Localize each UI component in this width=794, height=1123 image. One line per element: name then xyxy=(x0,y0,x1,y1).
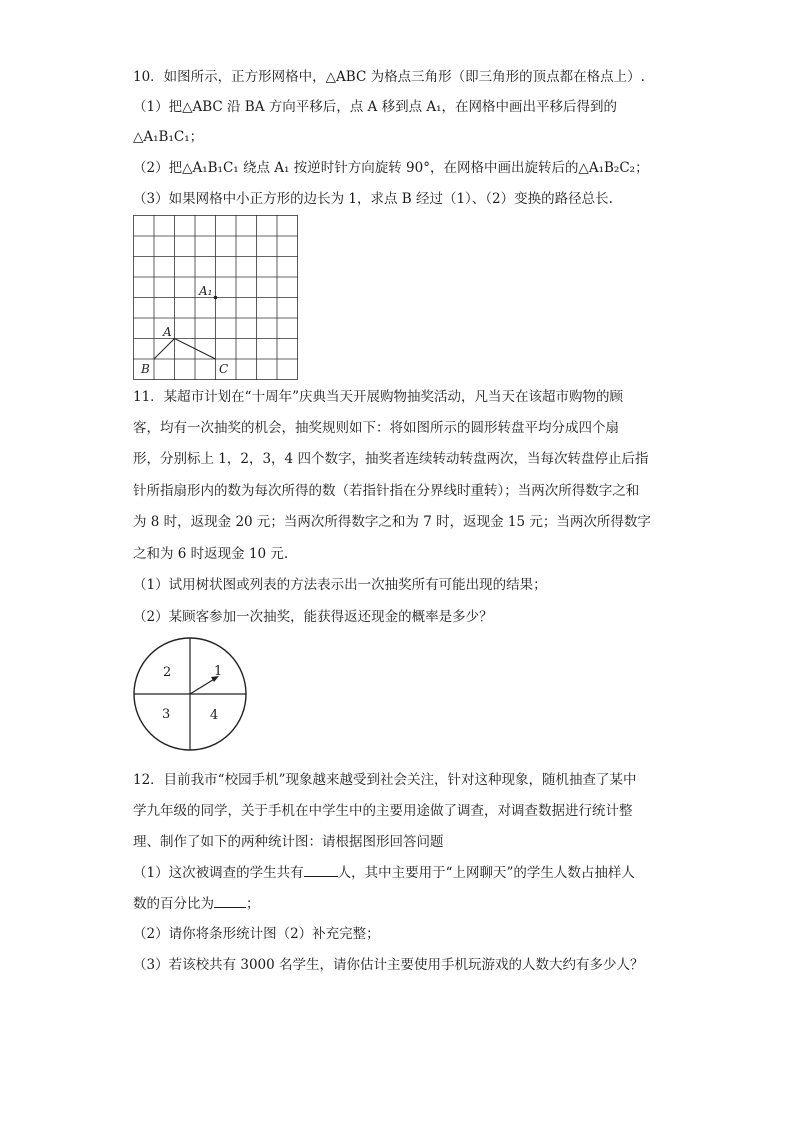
q12-part2: （2）请你将条形统计图（2）补充完整； xyxy=(133,926,380,942)
q11-line1: 11．某超市计划在“十周年”庆典当天开展购物抽奖活动，凡当天在该超市购物的顾 xyxy=(133,389,623,405)
q10-grid-figure xyxy=(133,215,301,380)
q12-line2: 学九年级的同学，关于手机在中学生中的主要用途做了调查，对调查数据进行统计整 xyxy=(133,803,633,819)
sector-label-2: 2 xyxy=(163,665,172,680)
q12-part1-line2 xyxy=(133,895,260,913)
q10-stem: 10．如图所示，正方形网格中，△ABC 为格点三角形（即三角形的顶点都在格点上）. xyxy=(133,69,645,85)
q11-spinner-figure xyxy=(131,636,249,754)
q12-part1b-pre: 数的百分比为 xyxy=(133,896,214,912)
label-a: A xyxy=(163,325,172,339)
q11-line5: 为 8 时，返现金 20 元；当两次所得数字之和为 7 时，返现金 15 元；当两次所得数字 xyxy=(133,514,651,530)
sector-label-1: 1 xyxy=(214,664,223,679)
q11-part2: （2）某顾客参加一次抽奖，能获得返还现金的概率是多少？ xyxy=(133,609,493,625)
answer-blank-total[interactable] xyxy=(304,864,338,877)
sector-label-4: 4 xyxy=(210,708,219,723)
q10-part1-line1: （1）把△ABC 沿 BA 方向平移后，点 A 移到点 A₁，在网格中画出平移后得到的 xyxy=(133,99,618,115)
q12-part1-pre: （1）这次被调查的学生共有 xyxy=(133,865,304,881)
q12-part3: （3）若该校共有 3000 名学生，请你估计主要使用手机玩游戏的人数大约有多少人？ xyxy=(133,957,644,973)
q12-part1-mid: 人，其中主要用于“上网聊天”的学生人数占抽样人 xyxy=(337,865,635,881)
sector-label-3: 3 xyxy=(162,707,171,722)
q11-line3: 形，分别标上 1，2，3，4 四个数字，抽奖者连续转动转盘两次，当每次转盘停止后指 xyxy=(133,451,649,467)
answer-blank-percent[interactable] xyxy=(214,895,246,908)
q10-part1-line2: △A₁B₁C₁； xyxy=(133,129,204,145)
label-a1: A₁ xyxy=(199,284,213,298)
label-c: C xyxy=(219,362,229,376)
q12-line1: 12．目前我市“校园手机”现象越来越受到社会关注，针对这种现象，随机抽查了某中 xyxy=(133,772,637,788)
label-b: B xyxy=(141,362,150,376)
q11-part1: （1）试用树状图或列表的方法表示出一次抽奖所有可能出现的结果； xyxy=(133,577,547,593)
point-a1 xyxy=(214,296,218,300)
q12-part1b-post: ； xyxy=(246,896,260,912)
q12-part1-line1 xyxy=(133,864,635,882)
q11-line2: 客，均有一次抽奖的机会，抽奖规则如下：将如图所示的圆形转盘平均分成四个扇 xyxy=(133,420,619,436)
spinner-pointer xyxy=(190,678,216,694)
q10-part2: （2）把△A₁B₁C₁ 绕点 A₁ 按逆时针方向旋转 90°，在网格中画出旋转后的△A₁B₂C₂； xyxy=(133,160,649,176)
q10-part3: （3）如果网格中小正方形的边长为 1，求点 B 经过（1）、（2）变换的路径总长. xyxy=(133,191,613,207)
q11-line6: 之和为 6 时返现金 10 元. xyxy=(133,546,289,562)
q11-line4: 针所指扇形内的数为每次所得的数（若指针指在分界线时重转）；当两次所得数字之和 xyxy=(133,483,640,499)
triangle-abc xyxy=(154,339,216,360)
q12-line3: 理、制作了如下的两种统计图：请根据图形回答问题 xyxy=(133,834,444,850)
